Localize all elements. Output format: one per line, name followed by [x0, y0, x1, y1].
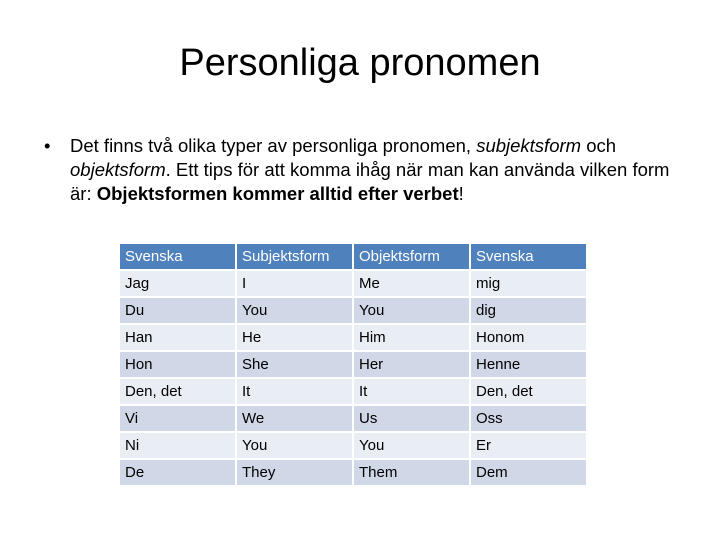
pronoun-table	[118, 242, 588, 487]
header-svenska-object: Svenska	[471, 244, 586, 269]
table-cell: Vi	[120, 406, 235, 431]
table-cell: Den, det	[471, 379, 586, 404]
table-cell: Oss	[471, 406, 586, 431]
table-cell: Hon	[120, 352, 235, 377]
bullet-icon: •	[44, 135, 51, 156]
table-row	[120, 406, 586, 431]
bullet-text	[70, 134, 684, 206]
table-cell: Me	[354, 271, 469, 296]
table-row	[120, 325, 586, 350]
bullet-text-part: !	[458, 183, 464, 204]
slide-title: Personliga pronomen	[179, 42, 541, 84]
table-cell: I	[237, 271, 352, 296]
table-cell: He	[237, 325, 352, 350]
table-cell: She	[237, 352, 352, 377]
table-row	[120, 379, 586, 404]
table-cell: It	[237, 379, 352, 404]
table-row	[120, 271, 586, 296]
table-cell: You	[237, 298, 352, 323]
table-cell: Us	[354, 406, 469, 431]
bullet-text-part: och	[581, 135, 617, 156]
table-row	[120, 460, 586, 485]
table-cell: dig	[471, 298, 586, 323]
table-cell: Henne	[471, 352, 586, 377]
table-cell: They	[237, 460, 352, 485]
table-cell: De	[120, 460, 235, 485]
table-cell: Ni	[120, 433, 235, 458]
bullet-text-part: Det finns två olika typer av personliga pronomen,	[70, 135, 477, 156]
table-row	[120, 433, 586, 458]
table-cell: You	[237, 433, 352, 458]
table-row	[120, 352, 586, 377]
table-cell: Her	[354, 352, 469, 377]
table-cell: You	[354, 298, 469, 323]
bullet-paragraph	[44, 134, 684, 206]
bullet-bold-rule: Objektsformen kommer alltid efter verbet	[96, 183, 459, 204]
table-cell: Jag	[120, 271, 235, 296]
table-cell: We	[237, 406, 352, 431]
table-header-row	[120, 244, 586, 269]
table-cell: Du	[120, 298, 235, 323]
bullet-text-part: . Ett tips för att komma ihåg när man kan använda vilken form är:	[70, 159, 670, 204]
table-cell: Them	[354, 460, 469, 485]
table-cell: mig	[471, 271, 586, 296]
table-cell: Honom	[471, 325, 586, 350]
table-cell: Han	[120, 325, 235, 350]
table-cell: You	[354, 433, 469, 458]
table-cell: Er	[471, 433, 586, 458]
table-cell: Him	[354, 325, 469, 350]
header-subjektsform: Subjektsform	[237, 244, 352, 269]
header-objektsform: Objektsform	[354, 244, 469, 269]
table-row	[120, 298, 586, 323]
header-svenska: Svenska	[120, 244, 235, 269]
bullet-italic-subjektsform: subjektsform	[476, 135, 582, 156]
bullet-italic-objektsform: objektsform	[70, 159, 166, 180]
table-cell: Dem	[471, 460, 586, 485]
table-cell: Den, det	[120, 379, 235, 404]
table-cell: It	[354, 379, 469, 404]
